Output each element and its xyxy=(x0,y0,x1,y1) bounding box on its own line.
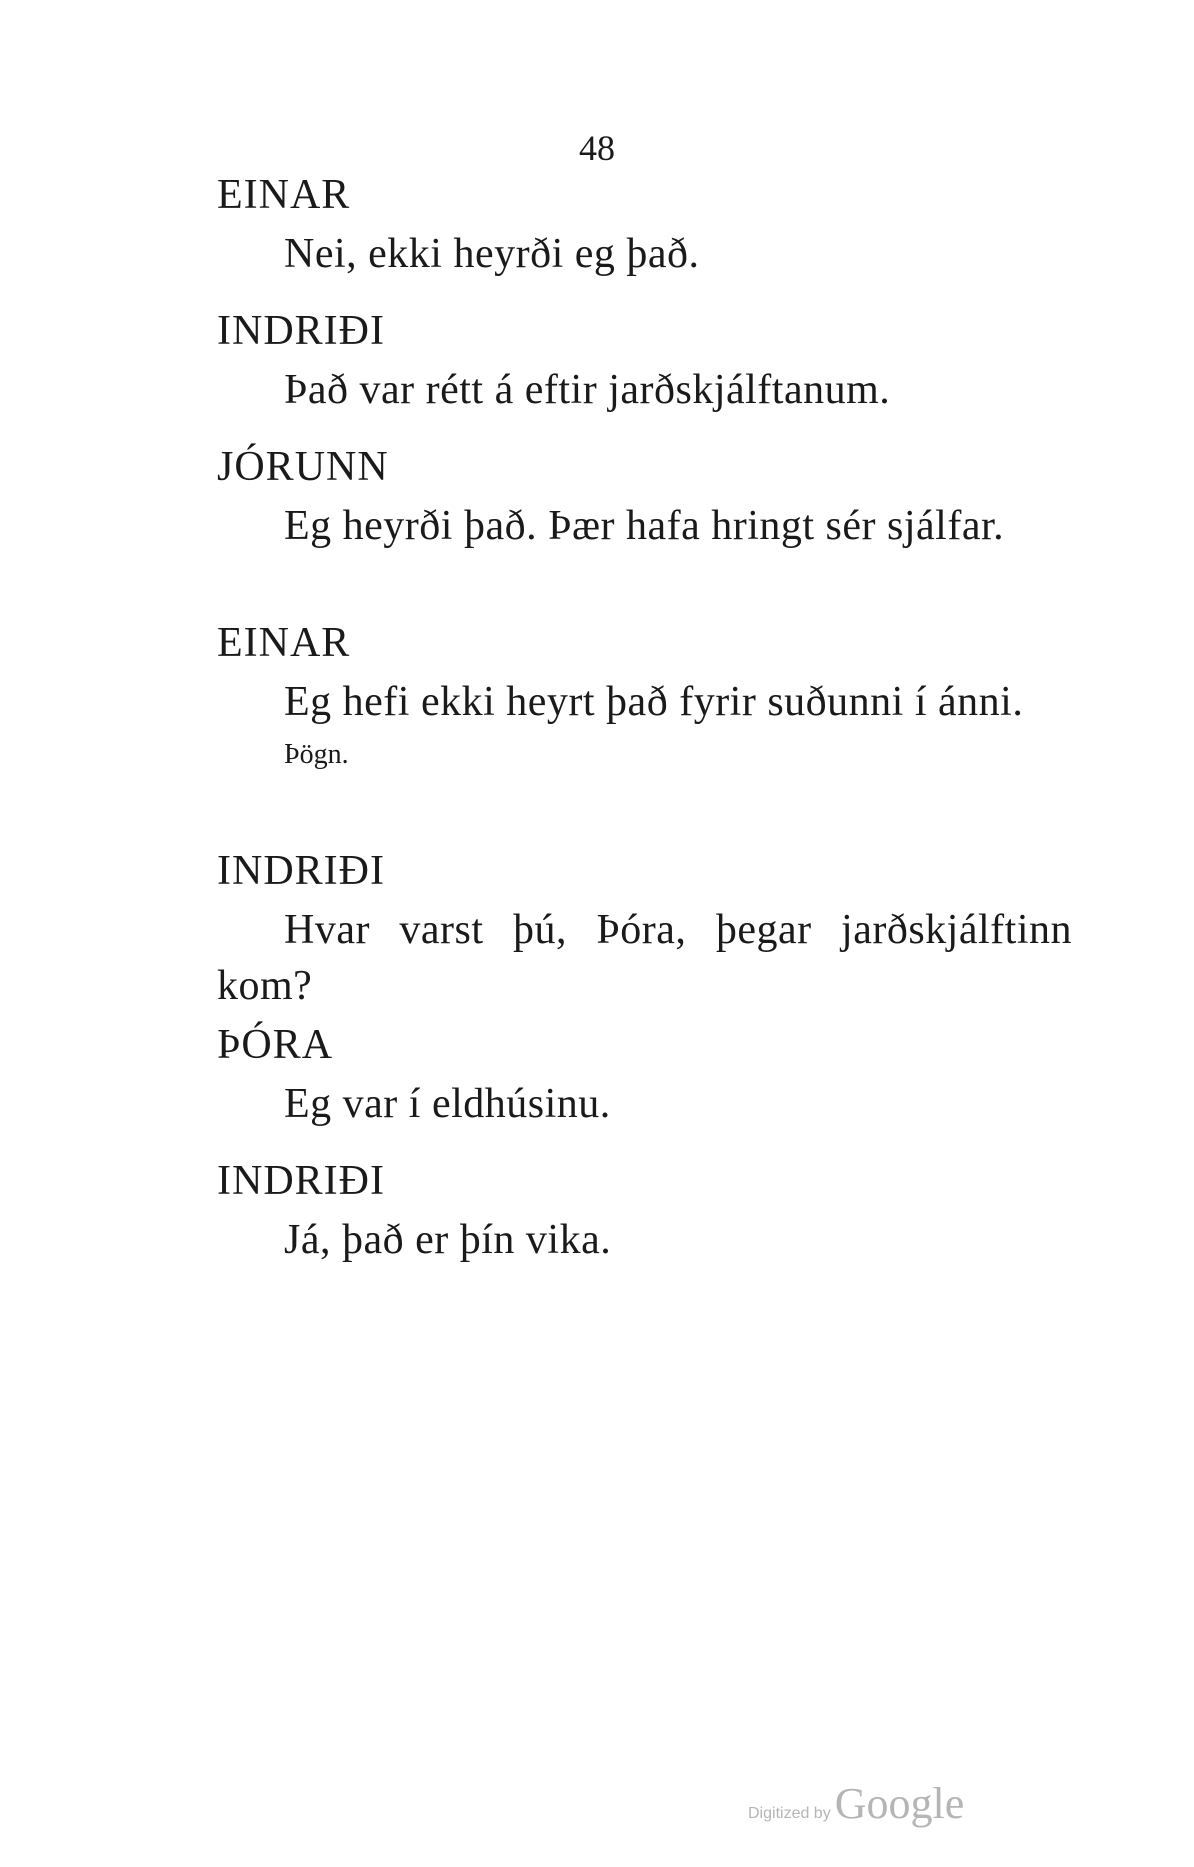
digitized-watermark xyxy=(748,1778,1048,1826)
dialogue-line: Nei, ekki heyrði eg það. xyxy=(284,231,700,277)
dialogue-block-thora xyxy=(217,1022,1072,1132)
dialogue-line: Hvar varst þú, Þóra, þegar jarðskjálftinn kom? xyxy=(217,907,1072,1009)
speaker-name: EINAR xyxy=(217,620,351,666)
speaker-name: ÞÓRA xyxy=(217,1022,334,1068)
dialogue-line: Það var rétt á eftir jarðskjálftanum. xyxy=(284,367,891,413)
speaker-name: EINAR xyxy=(217,172,351,218)
dialogue-block-jorunn xyxy=(217,444,1072,554)
dialogue-line: Eg heyrði það. Þær hafa hringt sér sjálfar. xyxy=(284,503,1005,549)
google-logo: Google xyxy=(834,1779,965,1828)
dialogue-block-einar-1 xyxy=(217,172,1072,282)
dialogue-line: Já, það er þín vika. xyxy=(284,1217,612,1263)
stage-direction: Þögn. xyxy=(284,739,349,770)
dialogue-block-indridi-1 xyxy=(217,308,1072,418)
speaker-name: INDRIÐI xyxy=(217,1158,385,1204)
dialogue-line: Eg hefi ekki heyrt það fyrir suðunni í ánni. xyxy=(284,679,1024,725)
dialogue-block-einar-2 xyxy=(217,620,1072,772)
speaker-name: JÓRUNN xyxy=(217,444,389,490)
speaker-name: INDRIÐI xyxy=(217,848,385,894)
page-number: 48 xyxy=(579,128,615,168)
speaker-name: INDRIÐI xyxy=(217,308,385,354)
dialogue-line: Eg var í eldhúsinu. xyxy=(284,1081,611,1127)
watermark-prefix: Digitized by xyxy=(748,1805,831,1822)
dialogue-block-indridi-3 xyxy=(217,1158,1072,1268)
dialogue-block-indridi-2 xyxy=(217,848,1072,1014)
